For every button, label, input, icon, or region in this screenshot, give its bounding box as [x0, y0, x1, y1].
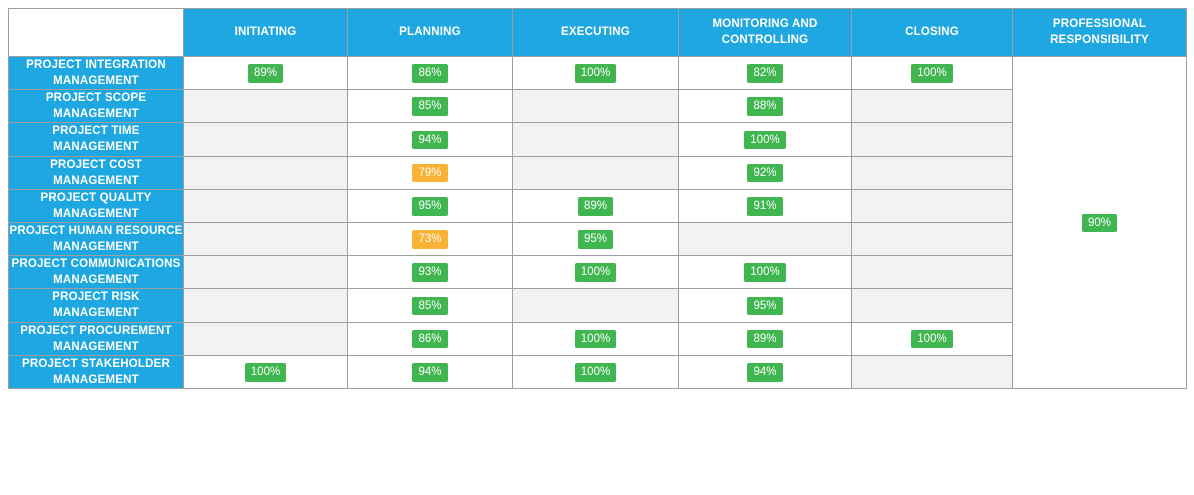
score-badge: 100% [575, 263, 616, 282]
column-header-professional-responsibility: PROFESSIONAL RESPONSIBILITY [1013, 9, 1187, 57]
score-cell-closing [852, 355, 1013, 388]
score-cell-planning [348, 123, 513, 156]
score-cell-closing [852, 322, 1013, 355]
score-cell-executing [513, 256, 679, 289]
score-cell-monitoring [679, 289, 852, 322]
table-row [9, 156, 1187, 189]
score-cell-planning [348, 355, 513, 388]
score-cell-monitoring [679, 90, 852, 123]
score-matrix-table [8, 8, 1187, 389]
score-cell-executing [513, 355, 679, 388]
table-row [9, 90, 1187, 123]
score-cell-executing [513, 222, 679, 255]
score-cell-monitoring [679, 189, 852, 222]
table-row [9, 322, 1187, 355]
score-badge: 82% [747, 64, 782, 83]
score-cell-planning [348, 222, 513, 255]
professional-responsibility-cell [1013, 57, 1187, 389]
score-cell-closing [852, 57, 1013, 90]
score-badge: 89% [248, 64, 283, 83]
score-badge: 100% [744, 131, 785, 150]
column-header-monitoring-and-controlling: MONITORING AND CONTROLLING [679, 9, 852, 57]
score-cell-planning [348, 256, 513, 289]
score-badge: 100% [744, 263, 785, 282]
score-badge: 89% [578, 197, 613, 216]
score-cell-initiating [184, 156, 348, 189]
score-cell-monitoring [679, 222, 852, 255]
table-row [9, 222, 1187, 255]
score-cell-executing [513, 322, 679, 355]
score-badge: 93% [412, 263, 447, 282]
table-row [9, 123, 1187, 156]
score-cell-closing [852, 156, 1013, 189]
score-badge: 100% [911, 64, 952, 83]
score-cell-executing [513, 123, 679, 156]
row-label: PROJECT STAKEHOLDER MANAGEMENT [9, 355, 184, 388]
score-badge: 73% [412, 230, 447, 249]
row-label: PROJECT PROCUREMENT MANAGEMENT [9, 322, 184, 355]
score-badge: 100% [575, 64, 616, 83]
score-badge: 85% [412, 297, 447, 316]
column-header-closing: CLOSING [852, 9, 1013, 57]
score-badge: 86% [412, 330, 447, 349]
column-header-executing: EXECUTING [513, 9, 679, 57]
score-cell-monitoring [679, 156, 852, 189]
header-row [9, 9, 1187, 57]
row-label: PROJECT HUMAN RESOURCE MANAGEMENT [9, 222, 184, 255]
score-badge: 89% [747, 330, 782, 349]
score-badge: 86% [412, 64, 447, 83]
score-badge: 91% [747, 197, 782, 216]
score-cell-monitoring [679, 256, 852, 289]
score-cell-closing [852, 189, 1013, 222]
score-cell-monitoring [679, 355, 852, 388]
table-row [9, 57, 1187, 90]
column-header-initiating: INITIATING [184, 9, 348, 57]
score-cell-executing [513, 189, 679, 222]
row-label: PROJECT RISK MANAGEMENT [9, 289, 184, 322]
table-row [9, 189, 1187, 222]
score-badge: 100% [245, 363, 286, 382]
score-cell-planning [348, 322, 513, 355]
score-cell-planning [348, 189, 513, 222]
score-cell-monitoring [679, 123, 852, 156]
score-badge: 90% [1082, 214, 1117, 233]
row-label: PROJECT SCOPE MANAGEMENT [9, 90, 184, 123]
score-badge: 85% [412, 97, 447, 116]
score-cell-closing [852, 123, 1013, 156]
score-cell-initiating [184, 289, 348, 322]
table-row [9, 256, 1187, 289]
score-badge: 100% [575, 330, 616, 349]
score-cell-initiating [184, 57, 348, 90]
score-badge: 100% [575, 363, 616, 382]
score-cell-monitoring [679, 322, 852, 355]
score-badge: 94% [412, 363, 447, 382]
score-cell-closing [852, 90, 1013, 123]
score-cell-executing [513, 156, 679, 189]
table-header [9, 9, 1187, 57]
score-cell-initiating [184, 222, 348, 255]
score-cell-initiating [184, 256, 348, 289]
score-cell-initiating [184, 123, 348, 156]
row-label: PROJECT COMMUNICATIONS MANAGEMENT [9, 256, 184, 289]
row-label: PROJECT TIME MANAGEMENT [9, 123, 184, 156]
table-row [9, 289, 1187, 322]
score-cell-closing [852, 256, 1013, 289]
score-cell-executing [513, 90, 679, 123]
column-header-planning: PLANNING [348, 9, 513, 57]
score-badge: 79% [412, 164, 447, 183]
score-badge: 95% [747, 297, 782, 316]
row-label: PROJECT COST MANAGEMENT [9, 156, 184, 189]
row-label: PROJECT INTEGRATION MANAGEMENT [9, 57, 184, 90]
score-badge: 92% [747, 164, 782, 183]
score-cell-closing [852, 222, 1013, 255]
table-row [9, 355, 1187, 388]
score-badge: 95% [412, 197, 447, 216]
score-cell-monitoring [679, 57, 852, 90]
score-table-body [9, 57, 1187, 389]
score-cell-closing [852, 289, 1013, 322]
score-badge: 100% [911, 330, 952, 349]
score-cell-planning [348, 57, 513, 90]
score-cell-planning [348, 289, 513, 322]
score-badge: 95% [578, 230, 613, 249]
score-cell-planning [348, 156, 513, 189]
row-label: PROJECT QUALITY MANAGEMENT [9, 189, 184, 222]
score-cell-initiating [184, 189, 348, 222]
corner-cell [9, 9, 184, 57]
score-badge: 88% [747, 97, 782, 116]
score-cell-initiating [184, 355, 348, 388]
score-badge: 94% [412, 131, 447, 150]
score-cell-executing [513, 57, 679, 90]
score-cell-initiating [184, 90, 348, 123]
score-cell-planning [348, 90, 513, 123]
score-cell-initiating [184, 322, 348, 355]
score-cell-executing [513, 289, 679, 322]
score-badge: 94% [747, 363, 782, 382]
